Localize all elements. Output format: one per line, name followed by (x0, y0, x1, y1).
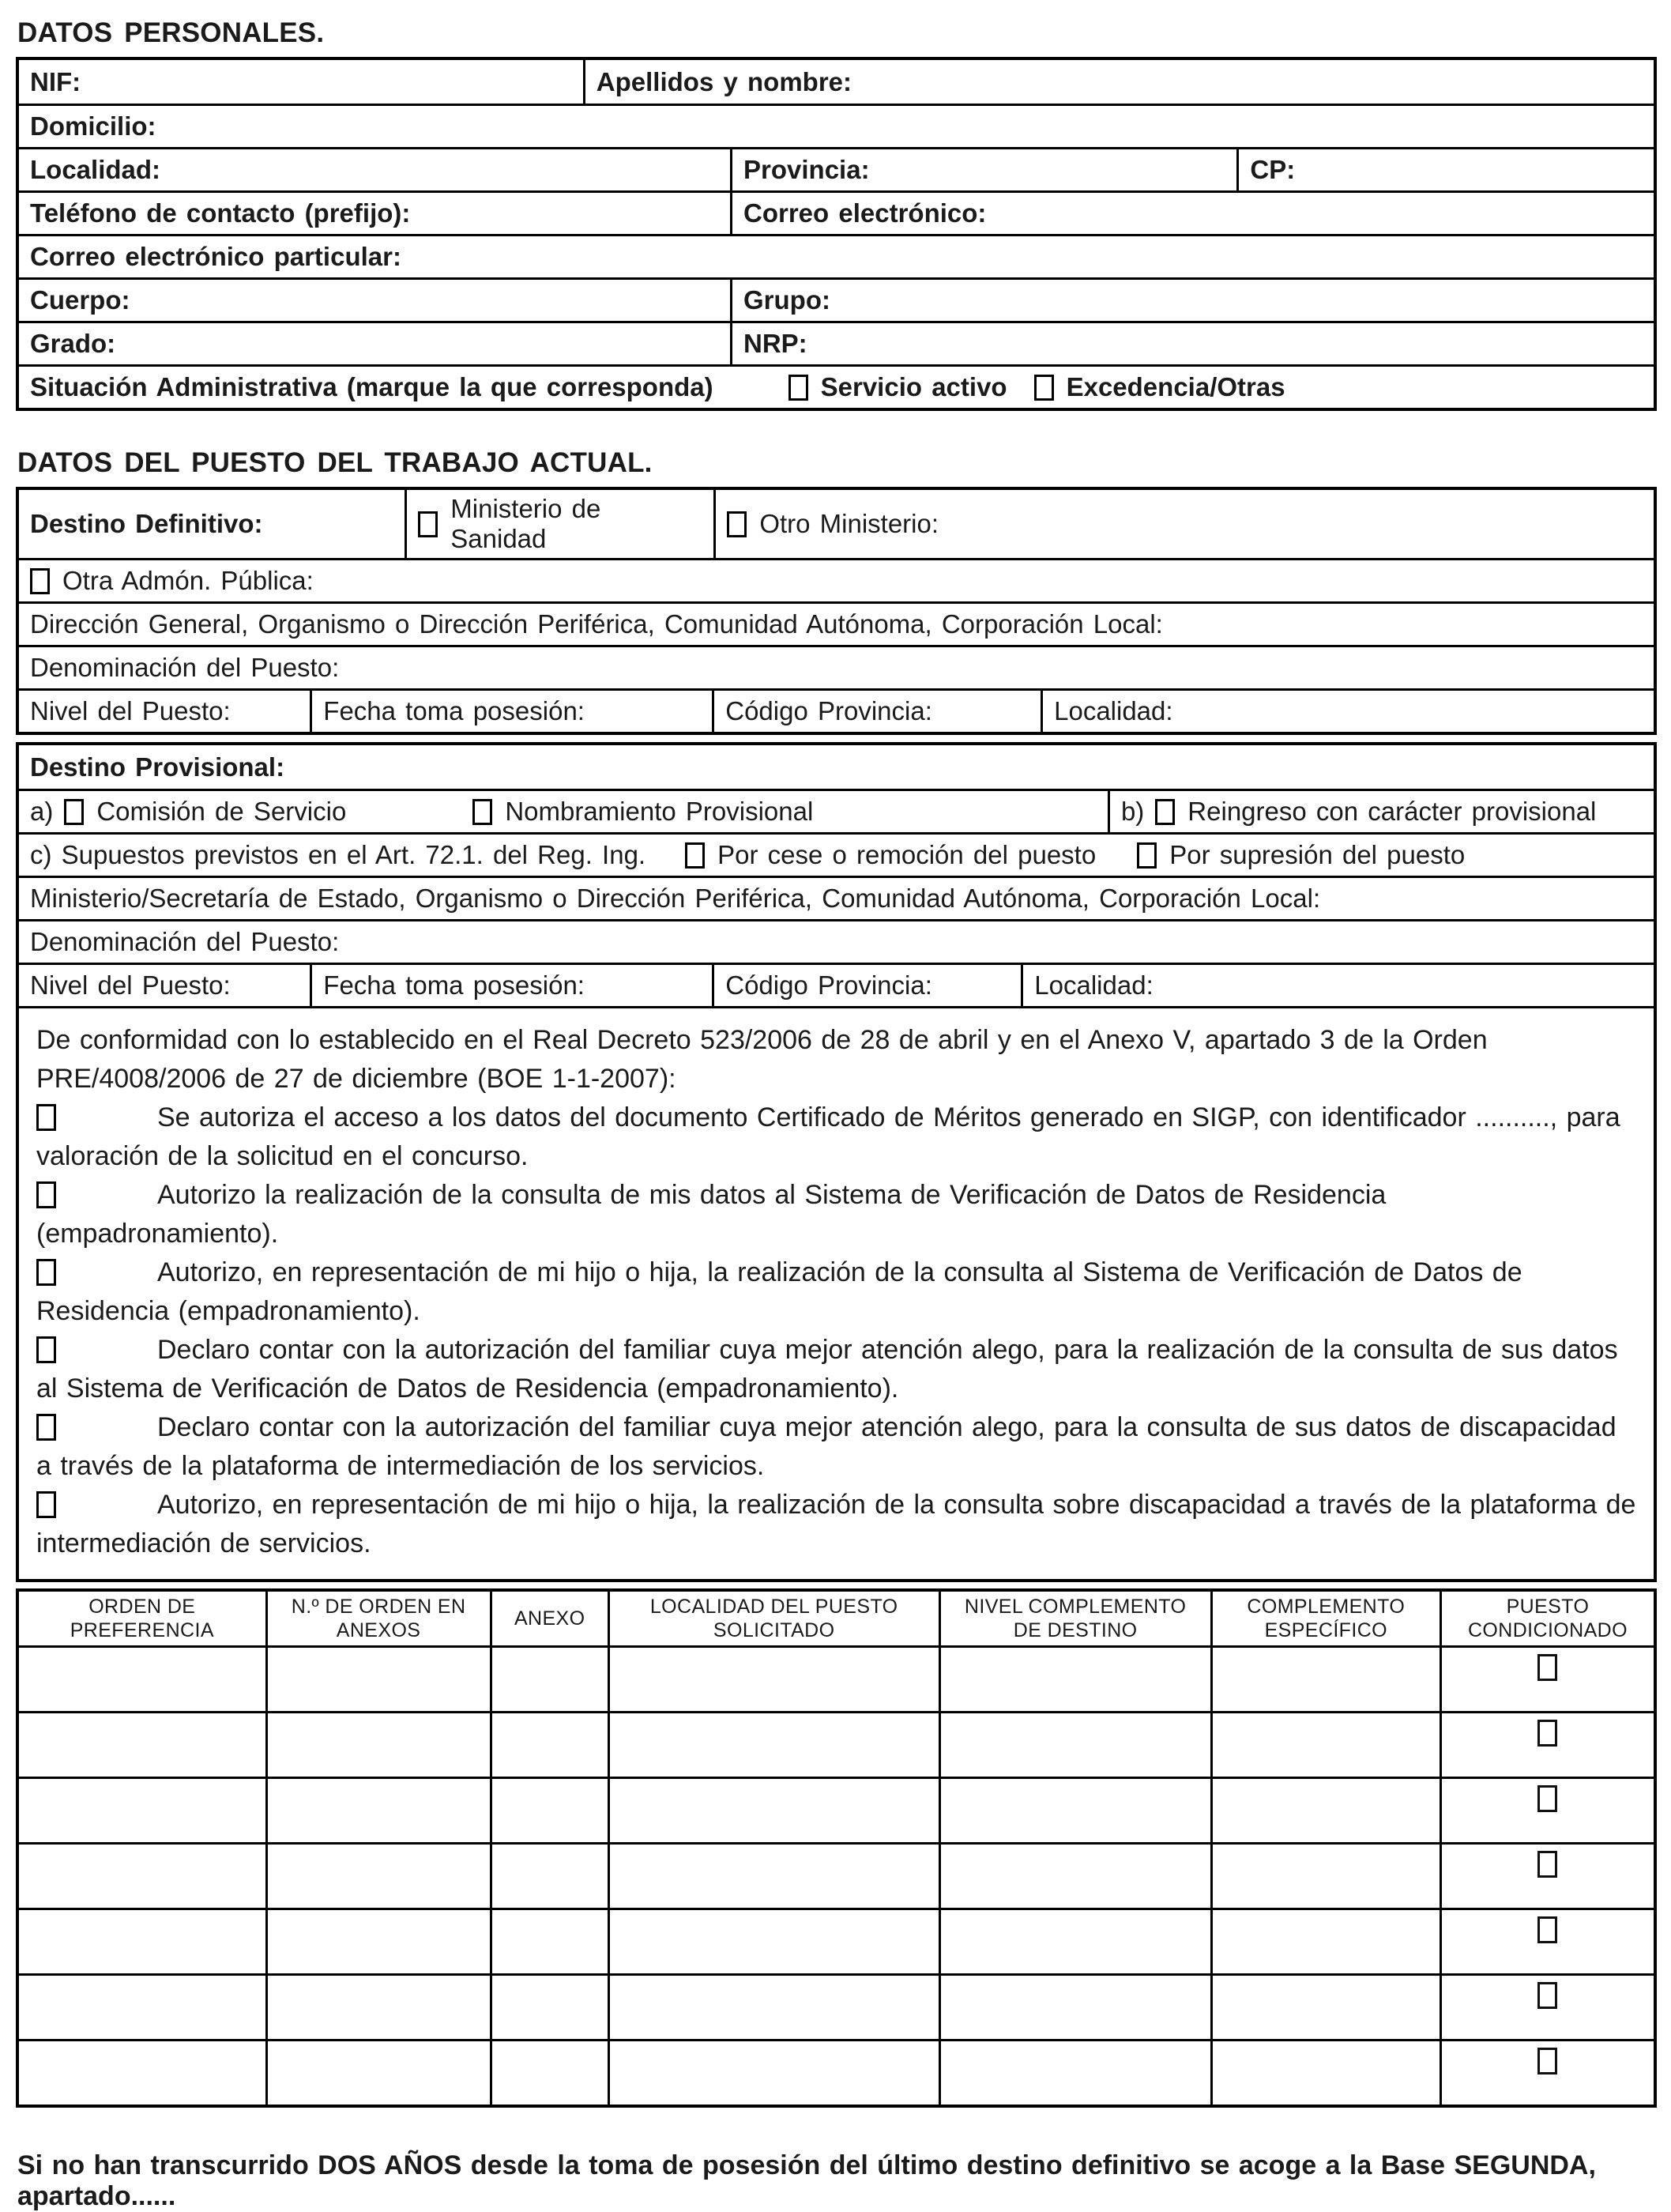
fecha-actual-field[interactable] (310, 691, 712, 732)
preference-cell[interactable] (266, 1844, 491, 1909)
preference-cell[interactable] (491, 1909, 608, 1975)
consent-item (36, 1098, 1636, 1176)
preference-cell[interactable] (939, 1975, 1211, 2041)
preference-cell[interactable] (939, 2041, 1211, 2106)
nif-field[interactable] (19, 60, 583, 104)
ministerio-secretaria-label: Ministerio/Secretaría de Estado, Organismo o Dirección Periférica, Comunidad Autónoma, Corporación Local: (30, 884, 1321, 913)
consentimientos-intro: De conformidad con lo establecido en el Real Decreto 523/2006 de 28 de abril y en el Anexo V, apartado 3 de la Orden PRE/4008/2006 de 27 de diciembre (BOE 1-1-2007): (36, 1025, 1488, 1094)
puesto-condicionado-checkbox[interactable] (1537, 1916, 1557, 1943)
preference-table-body (17, 1647, 1655, 2106)
preference-cell[interactable] (1211, 1844, 1440, 1909)
row-destino-definitivo (19, 490, 1654, 558)
por-cese-checkbox[interactable] (685, 842, 705, 869)
row-grado-nrp (19, 321, 1654, 364)
header-localidad-puesto: LOCALIDAD DEL PUESTO SOLICITADO (608, 1590, 939, 1647)
preference-cell-puesto-condicionado[interactable] (1440, 1778, 1655, 1844)
preference-cell[interactable] (17, 1975, 266, 2041)
preference-cell-puesto-condicionado[interactable] (1440, 1909, 1655, 1975)
consent-item (36, 1486, 1636, 1563)
codigo-provincia-provisional-field[interactable] (712, 965, 1021, 1006)
row-direccion-general (19, 601, 1654, 645)
preference-cell-puesto-condicionado[interactable] (1440, 2041, 1655, 2106)
consent-checkbox-residencia[interactable] (36, 1181, 56, 1208)
ministerio-sanidad-label: Ministerio de Sanidad (450, 494, 601, 553)
por-supresion-label: Por supresión del puesto (1169, 840, 1466, 869)
provisional-c-cell (19, 835, 1654, 876)
row-telefono-correo (19, 190, 1654, 234)
direccion-general-label: Dirección General, Organismo o Dirección Periférica, Comunidad Autónoma, Corporación Local: (30, 609, 1163, 639)
nombramiento-provisional-checkbox[interactable] (472, 799, 492, 825)
denominacion-actual-field[interactable] (19, 647, 1654, 688)
por-cese-label: Por cese o remoción del puesto (717, 840, 1097, 869)
preference-cell[interactable] (266, 1975, 491, 2041)
section-title-datos-personales: DATOS PERSONALES. (17, 17, 325, 48)
preference-cell[interactable] (17, 1647, 266, 1713)
header-anexo: ANEXO (491, 1590, 608, 1647)
preference-cell[interactable] (1211, 2041, 1440, 2106)
nif-label: NIF: (30, 66, 81, 96)
fecha-provisional-label: Fecha toma posesión: (323, 970, 585, 1000)
grado-label: Grado: (30, 329, 116, 358)
cp-field[interactable] (1236, 149, 1654, 190)
section-title-puesto-actual: DATOS DEL PUESTO DEL TRABAJO ACTUAL. (17, 447, 653, 478)
row-situacion-administrativa (19, 364, 1654, 408)
otro-ministerio-label: Otro Ministerio: (759, 509, 939, 538)
row-consentimientos (19, 1006, 1654, 1579)
consent-item (36, 1331, 1636, 1408)
row-denominacion-provisional (19, 919, 1654, 963)
ministerio-sanidad-cell (405, 490, 713, 558)
preference-cell[interactable] (608, 1975, 939, 2041)
preference-cell[interactable] (491, 1975, 608, 2041)
preference-cell-puesto-condicionado[interactable] (1440, 1713, 1655, 1778)
cp-label: CP: (1250, 155, 1296, 184)
otro-ministerio-checkbox[interactable] (727, 511, 747, 537)
preference-cell[interactable] (1211, 1778, 1440, 1844)
consent-item (36, 1408, 1636, 1486)
header-num-orden-anexos: N.º DE ORDEN EN ANEXOS (266, 1590, 491, 1647)
preference-row (17, 1647, 1655, 1713)
preference-cell[interactable] (608, 1909, 939, 1975)
apellidos-label: Apellidos y nombre: (596, 66, 852, 96)
row-nivel-actual (19, 688, 1654, 732)
otro-ministerio-cell[interactable] (713, 490, 1654, 558)
preference-cell[interactable] (939, 1844, 1211, 1909)
header-orden-preferencia: ORDEN DE PREFERENCIA (17, 1590, 266, 1647)
row-otra-admon (19, 558, 1654, 601)
provisional-b-cell (1108, 791, 1654, 832)
provisional-a-cell (19, 791, 1108, 832)
domicilio-label: Domicilio: (30, 111, 156, 141)
grado-field[interactable] (19, 323, 730, 364)
codigo-provincia-provisional-label: Código Provincia: (725, 970, 932, 1000)
cuerpo-field[interactable] (19, 280, 730, 321)
correo-label: Correo electrónico: (743, 198, 987, 228)
otra-admon-label: Otra Admón. Pública: (62, 566, 314, 595)
bottom-note: Si no han transcurrido DOS AÑOS desde la toma de posesión del último destino definitivo se acoge a la Base SEGUNDA, apartado...... (17, 2150, 1596, 2211)
localidad-actual-field[interactable] (1041, 691, 1654, 732)
preference-cell[interactable] (491, 1844, 608, 1909)
consent-text: Autorizo, en representación de mi hijo o hija, la realización de la consulta al Sistema de Verificación de Datos de Residencia (empadronamiento). (36, 1257, 1522, 1326)
fecha-provisional-field[interactable] (310, 965, 712, 1006)
preference-cell[interactable] (1211, 1647, 1440, 1713)
reingreso-checkbox[interactable] (1155, 799, 1175, 825)
header-puesto-condicionado: PUESTO CONDICIONADO (1440, 1590, 1655, 1647)
comision-servicio-label: Comisión de Servicio (96, 797, 347, 826)
consent-checkbox-sigp[interactable] (36, 1104, 56, 1131)
preference-cell-puesto-condicionado[interactable] (1440, 1647, 1655, 1713)
localidad-field[interactable] (19, 149, 730, 190)
nrp-label: NRP: (743, 329, 807, 358)
row-correo-particular (19, 234, 1654, 277)
puesto-condicionado-checkbox[interactable] (1537, 1654, 1557, 1681)
preference-cell[interactable] (608, 1778, 939, 1844)
denominacion-provisional-field[interactable] (19, 921, 1654, 963)
preference-cell-puesto-condicionado[interactable] (1440, 1975, 1655, 2041)
localidad-label: Localidad: (30, 155, 161, 184)
preference-cell[interactable] (17, 1909, 266, 1975)
servicio-activo-checkbox[interactable] (788, 375, 808, 401)
denominacion-provisional-label: Denominación del Puesto: (30, 927, 340, 956)
preference-cell[interactable] (17, 1713, 266, 1778)
nivel-provisional-label: Nivel del Puesto: (30, 970, 231, 1000)
datos-personales-table (16, 57, 1657, 411)
row-localidad (19, 147, 1654, 190)
preference-cell[interactable] (266, 1647, 491, 1713)
preference-cell[interactable] (491, 1713, 608, 1778)
consent-item (36, 1253, 1636, 1331)
consent-text: Declaro contar con la autorización del familiar cuya mejor atención alego, para la consulta de sus datos de discapacidad a través de la plataforma de intermediación de los servicios. (36, 1412, 1616, 1481)
puesto-condicionado-checkbox[interactable] (1537, 1982, 1557, 2009)
localidad-actual-label: Localidad: (1054, 696, 1173, 725)
apellidos-field[interactable] (583, 60, 1654, 104)
consent-checkbox-familiar-discapacidad[interactable] (36, 1414, 56, 1441)
excedencia-otras-label: Excedencia/Otras (1066, 372, 1285, 401)
nombramiento-provisional-label: Nombramiento Provisional (505, 797, 814, 826)
b-prefijo-label: b) (1120, 797, 1145, 826)
consent-text: Autorizo la realización de la consulta de mis datos al Sistema de Verificación de Datos de Residencia (empadronamiento). (36, 1180, 1387, 1249)
destino-provisional-titulo-cell (19, 745, 1654, 789)
codigo-provincia-actual-label: Código Provincia: (725, 696, 932, 725)
por-supresion-checkbox[interactable] (1137, 842, 1157, 869)
comision-servicio-checkbox[interactable] (64, 799, 84, 825)
situacion-cell (19, 367, 1654, 408)
preference-cell[interactable] (266, 2041, 491, 2106)
reingreso-label: Reingreso con carácter provisional (1187, 797, 1597, 826)
preference-header-row (17, 1590, 1655, 1647)
preference-row (17, 1844, 1655, 1909)
situacion-label: Situación Administrativa (marque la que corresponda) (30, 372, 713, 401)
provincia-field[interactable] (730, 149, 1236, 190)
preference-row (17, 1975, 1655, 2041)
codigo-provincia-actual-field[interactable] (712, 691, 1041, 732)
preference-cell[interactable] (17, 1844, 266, 1909)
a-prefijo-label: a) (30, 797, 54, 826)
correo-particular-field[interactable] (19, 236, 1654, 277)
preference-cell-puesto-condicionado[interactable] (1440, 1844, 1655, 1909)
consent-item (36, 1176, 1636, 1253)
consent-text: Declaro contar con la autorización del familiar cuya mejor atención alego, para la realización de la consulta de sus datos al Sistema de Verificación de Datos de Residencia (empadronamiento). (36, 1335, 1618, 1404)
localidad-provisional-label: Localidad: (1034, 970, 1154, 1000)
denominacion-actual-label: Denominación del Puesto: (30, 653, 340, 682)
puesto-condicionado-checkbox[interactable] (1537, 1785, 1557, 1812)
nivel-provisional-field[interactable] (19, 965, 310, 1006)
row-ministerio-secretaria (19, 876, 1654, 919)
correo-particular-label: Correo electrónico particular: (30, 242, 401, 271)
domicilio-field[interactable] (19, 106, 1654, 147)
preference-cell[interactable] (266, 1778, 491, 1844)
preference-cell[interactable] (17, 1778, 266, 1844)
preference-cell[interactable] (1211, 1909, 1440, 1975)
preference-cell[interactable] (1211, 1713, 1440, 1778)
puesto-condicionado-checkbox[interactable] (1537, 2048, 1557, 2074)
grupo-label: Grupo: (743, 285, 830, 315)
destino-definitivo-cell (19, 490, 405, 558)
destino-definitivo-label: Destino Definitivo: (30, 509, 263, 538)
preference-cell[interactable] (939, 1778, 1211, 1844)
provincia-label: Provincia: (743, 155, 870, 184)
preference-cell[interactable] (939, 1909, 1211, 1975)
telefono-field[interactable] (19, 193, 730, 234)
preference-cell[interactable] (266, 1713, 491, 1778)
row-domicilio (19, 104, 1654, 147)
puesto-condicionado-checkbox[interactable] (1537, 1720, 1557, 1747)
grupo-field[interactable] (730, 280, 1654, 321)
header-complemento-especifico: COMPLEMENTO ESPECÍFICO (1211, 1590, 1440, 1647)
excedencia-otras-checkbox[interactable] (1034, 375, 1054, 401)
consent-text: Se autoriza el acceso a los datos del documento Certificado de Méritos generado en SIGP, con identificador .........., para valoración de la solicitud en el concurso. (36, 1102, 1620, 1171)
consentimientos-cell (19, 1008, 1654, 1579)
ministerio-secretaria-field[interactable] (19, 878, 1654, 919)
header-nivel-complemento: NIVEL COMPLEMENTO DE DESTINO (939, 1590, 1211, 1647)
preference-cell[interactable] (491, 2041, 608, 2106)
destino-provisional-table (16, 742, 1657, 1582)
row-provisional-a-b (19, 789, 1654, 832)
fecha-actual-label: Fecha toma posesión: (323, 696, 585, 725)
preference-row (17, 1778, 1655, 1844)
puesto-actual-table (16, 487, 1657, 735)
cuerpo-label: Cuerpo: (30, 285, 130, 315)
otra-admon-checkbox[interactable] (30, 568, 50, 594)
consent-text: Autorizo, en representación de mi hijo o hija, la realización de la consulta sobre discapacidad a través de la plataforma de intermediación de servicios. (36, 1490, 1636, 1558)
preference-cell[interactable] (939, 1647, 1211, 1713)
preference-row (17, 1909, 1655, 1975)
consent-checkbox-familiar-residencia[interactable] (36, 1336, 56, 1363)
preference-cell[interactable] (491, 1778, 608, 1844)
preference-cell[interactable] (491, 1647, 608, 1713)
row-cuerpo-grupo (19, 277, 1654, 321)
row-denominacion-actual (19, 645, 1654, 688)
preference-table (16, 1588, 1657, 2108)
consent-checkbox-residencia-hijo[interactable] (36, 1259, 56, 1286)
otra-admon-cell[interactable] (19, 560, 1654, 601)
row-nivel-provisional (19, 963, 1654, 1006)
consent-checkbox-discapacidad-hijo[interactable] (36, 1491, 56, 1518)
preference-cell[interactable] (608, 2041, 939, 2106)
preference-cell[interactable] (17, 2041, 266, 2106)
nivel-actual-label: Nivel del Puesto: (30, 696, 231, 725)
preference-cell[interactable] (939, 1713, 1211, 1778)
nrp-field[interactable] (730, 323, 1654, 364)
row-destino-provisional-titulo (19, 745, 1654, 789)
preference-cell[interactable] (1211, 1975, 1440, 2041)
supuestos-label: c) Supuestos previstos en el Art. 72.1. del Reg. Ing. (30, 840, 646, 869)
ministerio-sanidad-checkbox[interactable] (418, 511, 438, 537)
preference-row (17, 1713, 1655, 1778)
puesto-condicionado-checkbox[interactable] (1537, 1851, 1557, 1878)
preference-cell[interactable] (608, 1647, 939, 1713)
preference-cell[interactable] (266, 1909, 491, 1975)
nivel-actual-field[interactable] (19, 691, 310, 732)
correo-field[interactable] (730, 193, 1654, 234)
row-provisional-c (19, 832, 1654, 876)
row-nif-apellidos (19, 60, 1654, 104)
telefono-label: Teléfono de contacto (prefijo): (30, 198, 411, 228)
preference-row (17, 2041, 1655, 2106)
servicio-activo-label: Servicio activo (820, 372, 1007, 401)
destino-provisional-titulo-label: Destino Provisional: (30, 752, 285, 782)
direccion-general-field[interactable] (19, 604, 1654, 645)
preference-cell[interactable] (608, 1713, 939, 1778)
localidad-provisional-field[interactable] (1021, 965, 1654, 1006)
preference-cell[interactable] (608, 1844, 939, 1909)
